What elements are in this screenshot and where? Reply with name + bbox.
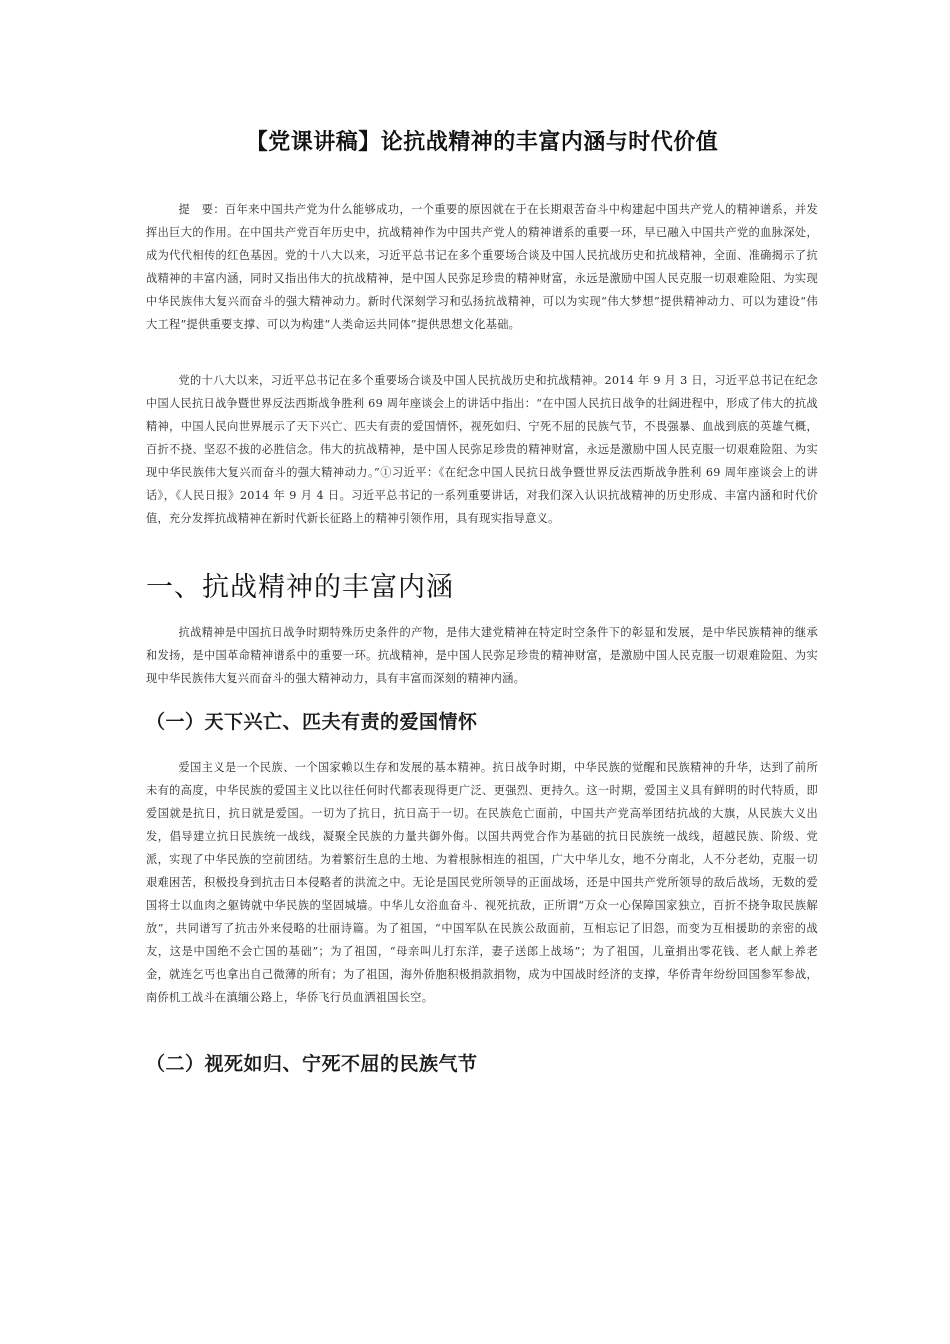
subsection-heading-2: （二）视死如归、宁死不屈的民族气节 xyxy=(146,1053,478,1075)
document-page xyxy=(146,0,818,1344)
document-title: 【党课讲稿】论抗战精神的丰富内涵与时代价值 xyxy=(245,130,719,155)
subsection-heading-1: （一）天下兴亡、匹夫有责的爱国情怀 xyxy=(146,711,478,733)
abstract-paragraph: 提 要：百年来中国共产党为什么能够成功，一个重要的原因就在于在长期艰苦奋斗中构建起中国共产党人的精神谱系，并发挥出巨大的作用。在中国共产党百年历史中，抗战精神作为中国共产党人的精神谱系的重要一环，早已融入中国共产党的血脉深处，成为代代相传的红色基因。党的十八大以来，习近平总书记在多个重要场合谈及中国人民抗战历史和抗战精神，全面、准确揭示了抗战精神的丰富内涵，同时又指出伟大的抗战精神，是中国人民弥足珍贵的精神财富，永远是激励中国人民克服一切艰难险阻、为实现中华民族伟大复兴而奋斗的强大精神动力。新时代深刻学习和弘扬抗战精神，可以为实现“伟大梦想”提供精神动力、可以为建设“伟大工程”提供重要支撑、可以为构建“人类命运共同体”提供思想文化基础。 xyxy=(146,203,818,331)
section-heading-1: 一、抗战精神的丰富内涵 xyxy=(146,572,454,603)
section-1-paragraph: 抗战精神是中国抗日战争时期特殊历史条件的产物，是伟大建党精神在特定时空条件下的彰显和发展，是中华民族精神的继承和发扬，是中国革命精神谱系中的重要一环。抗战精神，是中国人民弥足珍贵的精神财富，是激励中国人民克服一切艰难险阻、为实现中华民族伟大复兴而奋斗的强大精神动力，具有丰富而深刻的精神内涵。 xyxy=(146,626,818,685)
intro-paragraph: 党的十八大以来，习近平总书记在多个重要场合谈及中国人民抗战历史和抗战精神。2014 年 9 月 3 日，习近平总书记在纪念中国人民抗日战争暨世界反法西斯战争胜利 69 周年座谈会上的讲话中指出：“在中国人民抗日战争的壮阔进程中，形成了伟大的抗战精神，中国人民向世界展示了天下兴亡、匹夫有责的爱国情怀，视死如归、宁死不屈的民族气节，不畏强暴、血战到底的英雄气概，百折不挠、坚忍不拔的必胜信念。伟大的抗战精神，是中国人民弥足珍贵的精神财富，永远是激励中国人民克服一切艰难险阻、为实现中华民族伟大复兴而奋斗的强大精神动力。”①习近平：《在纪念中国人民抗日战争暨世界反法西斯战争胜利 69 周年座谈会上的讲话》，《人民日报》2014 年 9 月 4 日。习近平总书记的一系列重要讲话，对我们深入认识抗战精神的历史形成、丰富内涵和时代价值，充分发挥抗战精神在新时代新长征路上的精神引领作用，具有现实指导意义。 xyxy=(146,374,818,525)
subsection-1-paragraph: 爱国主义是一个民族、一个国家赖以生存和发展的基本精神。抗日战争时期，中华民族的觉醒和民族精神的升华，达到了前所未有的高度，中华民族的爱国主义比以往任何时代都表现得更广泛、更强烈、更持久。这一时期，爱国主义具有鲜明的时代特质，即爱国就是抗日，抗日就是爱国。一切为了抗日，抗日高于一切。在民族危亡面前，中国共产党高举团结抗战的大旗，从民族大义出发，倡导建立抗日民族统一战线，凝聚全民族的力量共御外侮。以国共两党合作为基础的抗日民族统一战线，超越民族、阶级、党派，实现了中华民族的空前团结。为着繁衍生息的土地、为着根脉相连的祖国，广大中华儿女，地不分南北，人不分老幼，克服一切艰难困苦，积极投身到抗击日本侵略者的洪流之中。无论是国民党所领导的正面战场，还是中国共产党所领导的敌后战场，无数的爱国将士以血肉之躯铸就中华民族的坚固城墙。中华儿女浴血奋斗、视死抗敌，正所谓“万众一心保障国家独立，百折不挠争取民族解放”，共同谱写了抗击外来侵略的壮丽诗篇。为了祖国，“中国军队在民族公敌面前，互相忘记了旧怨，而变为互相援助的亲密的战友，这是中国绝不会亡国的基础”；为了祖国，“母亲叫儿打东洋，妻子送郎上战场”；为了祖国，儿童捐出零花钱、老人献上养老金，就连乞丐也拿出自己微薄的所有；为了祖国，海外侨胞积极捐款捐物，成为中国战时经济的支撑，华侨青年纷纷回国参军参战，南侨机工战斗在滇缅公路上，华侨飞行员血洒祖国长空。 xyxy=(146,761,818,1004)
